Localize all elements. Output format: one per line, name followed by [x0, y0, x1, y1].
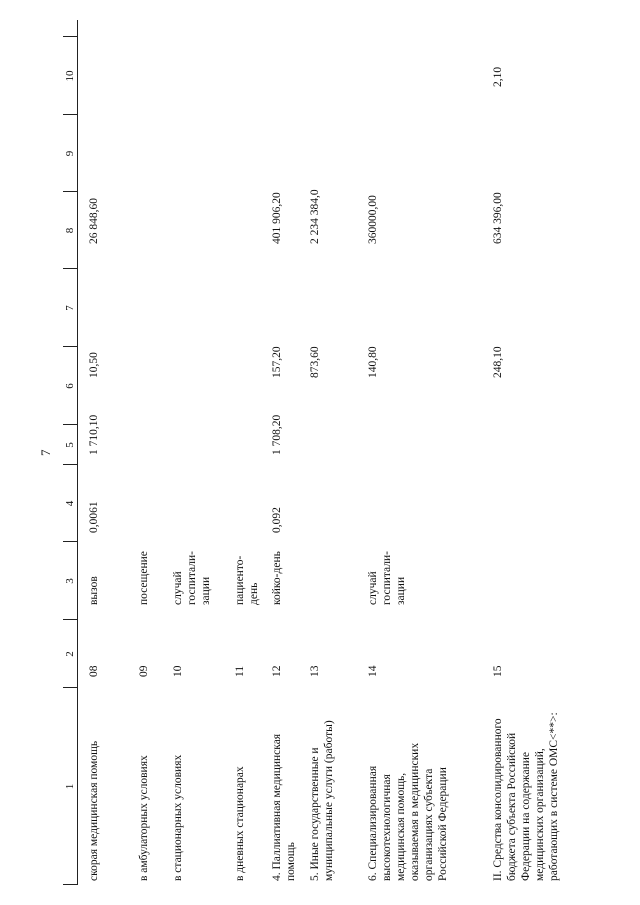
- row-value-5: 1 710,10: [88, 414, 100, 455]
- row-value-10: 2,10: [492, 66, 504, 87]
- row-value-8: 26 848,60: [88, 198, 100, 244]
- row-value-8: 360000,00: [367, 195, 379, 244]
- row-name: 6. Специализированная высокотехнологичная медицинская помощь, оказываемая в медицинских организациях субъекта Российской Федерации: [367, 742, 449, 881]
- row-value-6: 157,20: [271, 346, 283, 378]
- column-number: 10: [64, 70, 76, 82]
- row-value-4: 0,0061: [88, 501, 100, 533]
- row-code: 12: [271, 665, 283, 677]
- row-unit: посещение: [138, 551, 150, 605]
- page-number: 7: [38, 449, 53, 456]
- row-value-8: 2 234 384,0: [309, 189, 321, 244]
- row-value-6: 873,60: [309, 346, 321, 378]
- column-number: 9: [64, 150, 76, 157]
- row-value-6: 140,80: [367, 346, 379, 378]
- row-unit: случай госпитали-зации: [172, 551, 212, 605]
- row-name: в амбулаторных условиях: [138, 755, 150, 881]
- row-value-8: 634 396,00: [492, 192, 504, 244]
- row-name: 5. Иные государственные и муниципальные услуги (работы): [309, 720, 335, 881]
- row-value-6: 248,10: [492, 346, 504, 378]
- row-value-4: 0,092: [271, 507, 283, 533]
- column-number: 7: [64, 305, 76, 311]
- row-name: скорая медицинская помощь: [88, 740, 100, 881]
- column-number: 2: [64, 651, 76, 657]
- column-number: 6: [64, 383, 76, 389]
- column-number: 1: [64, 783, 76, 790]
- row-code: 14: [367, 665, 379, 677]
- header-rule: [77, 20, 78, 885]
- column-number: 4: [64, 500, 76, 507]
- row-name: в стационарных условиях: [172, 754, 184, 881]
- row-code: 13: [309, 665, 321, 677]
- row-unit: случай госпитали-зации: [367, 551, 407, 605]
- row-code: 08: [88, 665, 100, 677]
- row-unit: пациенто-день: [234, 555, 260, 605]
- column-number: 8: [64, 227, 76, 234]
- row-name: 4. Паллиативная медицинская помощь: [271, 733, 297, 881]
- table-sheet: [63, 20, 623, 885]
- row-code: 09: [138, 665, 150, 677]
- row-value-6: 10,50: [88, 352, 100, 378]
- column-number: 3: [64, 578, 76, 584]
- row-unit: койко-день: [271, 551, 283, 605]
- row-name: II. Средства консолидированного бюджета субъекта Российской Федерации на содержание медицинских организаций, работающих в системе ОМС<**>:: [492, 712, 560, 881]
- row-value-5: 1 708,20: [271, 414, 283, 455]
- row-code: 11: [234, 665, 246, 677]
- column-number: 5: [64, 442, 76, 448]
- row-code: 10: [172, 665, 184, 677]
- row-code: 15: [492, 665, 504, 677]
- row-name: в дневных стационарах: [234, 766, 246, 881]
- row-unit: вызов: [88, 576, 100, 605]
- row-value-8: 401 906,20: [271, 192, 283, 244]
